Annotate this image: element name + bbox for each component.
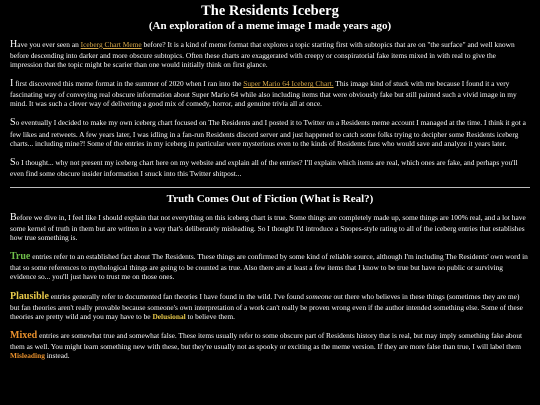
intro-paragraph-1 <box>10 39 530 69</box>
section-title: Truth Comes Out of Fiction (What is Real?) <box>166 192 374 205</box>
rating-mixed-paragraph <box>10 330 530 360</box>
rating-plausible-paragraph <box>10 291 530 321</box>
page-subtitle: (An exploration of a meme image I made years ago) <box>148 19 392 32</box>
rating-plausible-text: to believe them. <box>185 311 235 321</box>
rating-mixed-text: entries are somewhat true and somewhat false. These items usually refer to some obscure part of Residents history that is real, but may imply something fake about them as well. You might learn something new with these, but they're usually not as spooky or exciting as the meme version. If they are more false than true, I will label them <box>10 330 523 351</box>
divider <box>10 187 530 188</box>
intro-text: This image kind of stuck with me because I found it a very fascinating way of conveying real obscure information about Super Mario 64 while also including items that were obviously fake but still painted such a vivid image in my mind. It was such a clever way of delivering a good mix of comedy, horror, and genuine trivia all at once. <box>10 79 517 109</box>
section-paragraph-1: Before we dive in, I feel like I should explain that not everything on this iceberg chart is true. Some things are completely made up, some things are 100% real, and a lot have some kernel of truth in them but are written in a way that's deliberately misleading. So I thought I'd introduce a Snopes-style rating to all of the iceberg entries that establishes how true something is. <box>10 212 526 243</box>
rating-plausible-text: entries generally refer to documented fan theories I have found in the wild. I've found <box>48 291 306 301</box>
sm64-iceberg-link[interactable]: Super Mario 64 Iceberg Chart. <box>243 79 334 89</box>
intro-text: Have you ever seen an <box>10 38 81 50</box>
iceberg-chart-meme-link[interactable]: Iceberg Chart Meme <box>80 39 142 49</box>
rating-misleading-label: Misleading <box>10 350 45 360</box>
intro-paragraph-4: So I thought... why not present my iceberg chart here on my website and explain all of the entries? I'll explain which items are real, which ones are fake, and perhaps you'll even find some obscure insider information I snuck into this Twitter shitpost... <box>10 156 518 178</box>
intro-text: before? It is a kind of meme format that explores a topic starting first with subtopics that are on "the surface" and well known before descending into darker and more obscure subtopics. Often these charts are exaggerated with creepy or conspiratorial fake items mixed in with real to give the impression that the topic might be scarier than one would initially think on first glance. <box>10 39 515 70</box>
intro-paragraph-2 <box>10 78 530 108</box>
rating-mixed-text: instead. <box>44 350 70 360</box>
page-title: The Residents Iceberg <box>201 3 339 19</box>
rating-mixed-label: Mixed <box>10 329 38 341</box>
rating-true-paragraph <box>10 251 530 281</box>
rating-plausible-emphasis: someone <box>305 291 332 301</box>
rating-true-label: True <box>10 251 31 263</box>
rating-plausible-text: out there who believes in these things (sometimes they are me) but fan theories aren't really provable because someone's own interpretation of a work can't really be proven wrong even if the author intended something else. Some of these theories are pretty wild and you may have to be <box>10 291 523 321</box>
intro-text: I first discovered this meme format in the summer of 2020 when I ran into the <box>10 78 244 90</box>
rating-plausible-label: Plausible <box>10 290 49 302</box>
intro-paragraph-3: So eventually I decided to make my own iceberg chart focused on The Residents and I posted it to Twitter on a Residents meme account I managed at the time. I think it got a few likes and retweets. A few years later, I was idling in a fan-run Residents discord server and just happened to catch some folks trying to decipher some Residents iceberg charts... including mine?! Some of the entries in my iceberg in particular were mysterious even to the kinds of Residents fans who would save and analyze it years later. <box>10 117 526 148</box>
rating-delusional-label: Delusional <box>152 311 186 321</box>
rating-true-text: entries refer to an established fact about The Residents. These things are confirmed by some kind of reliable source, although I'm including The Residents' own word in that so some references to mythological things are going to be counted as true. Also there are at least a few items that I know to be true but have no public or surviving evidence so... you'll just have to trust me on those ones. <box>10 252 528 282</box>
page <box>10 0 530 360</box>
